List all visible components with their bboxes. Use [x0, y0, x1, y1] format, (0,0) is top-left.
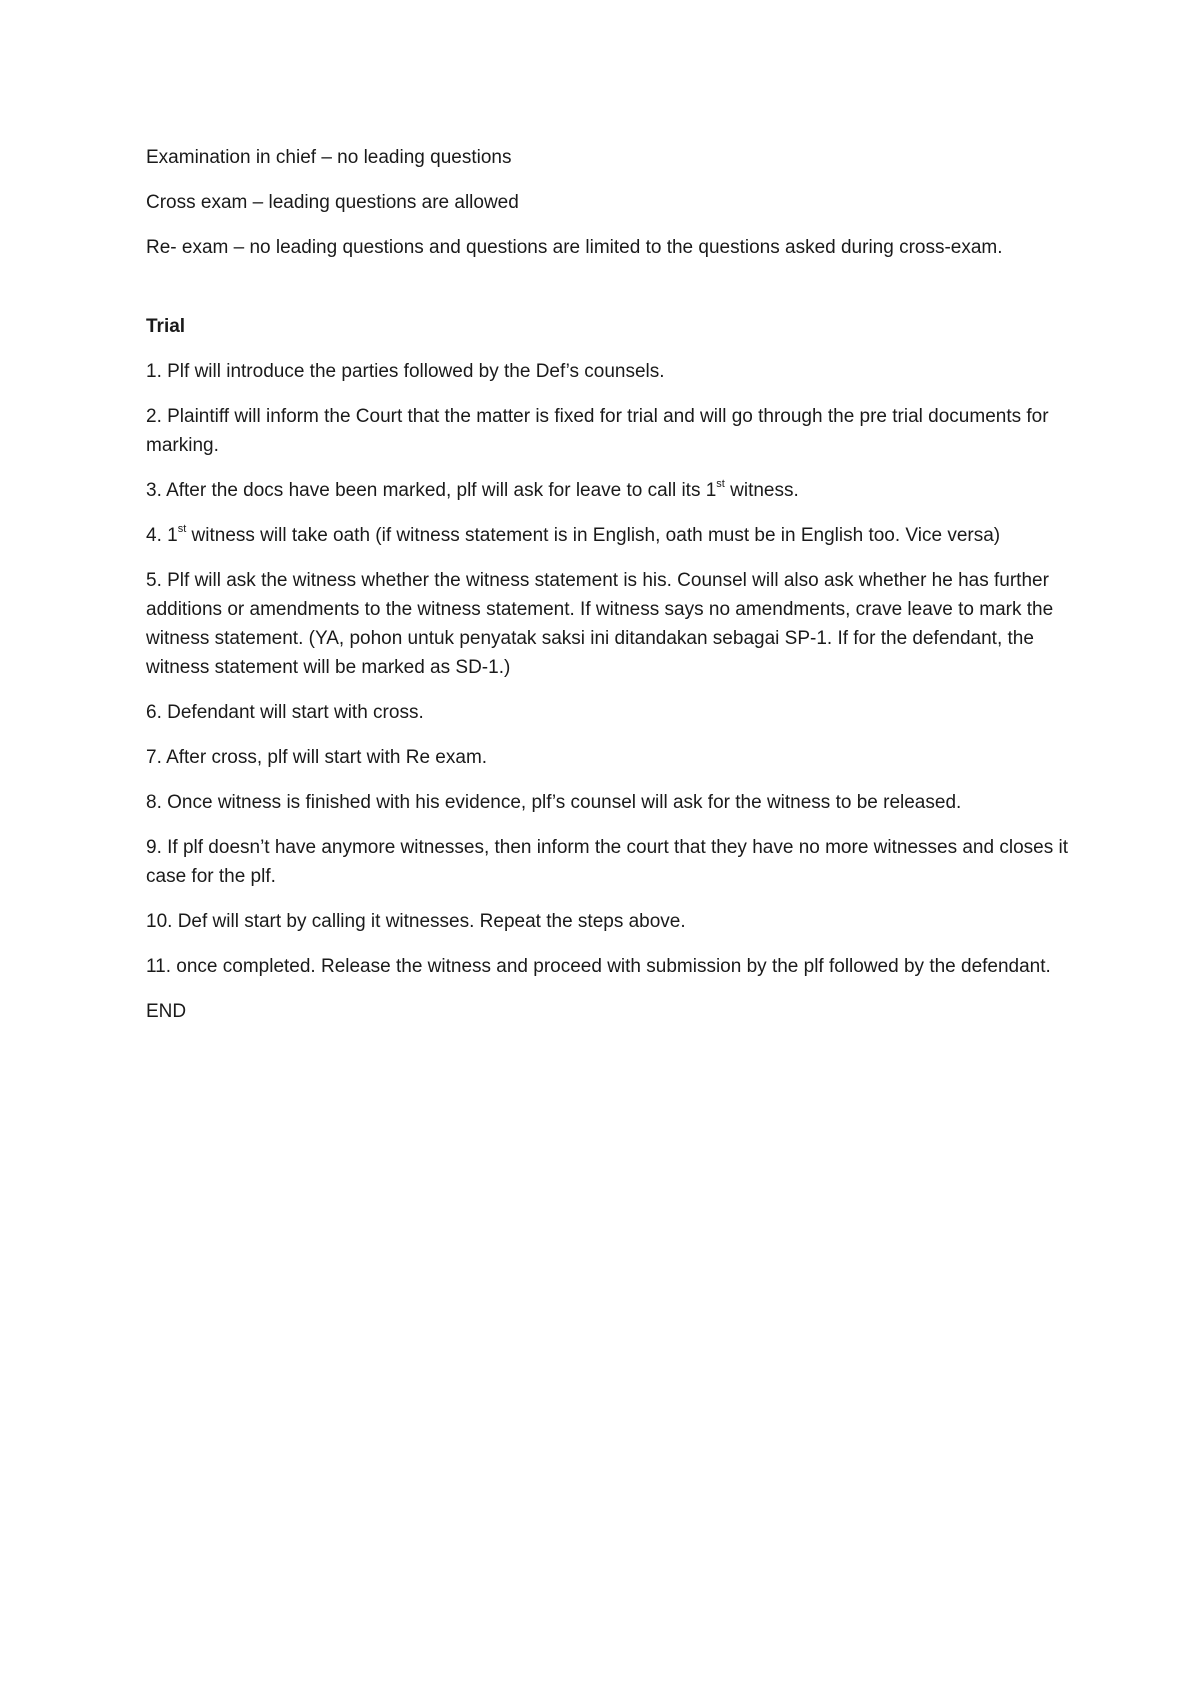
- intro-line-examination-in-chief: Examination in chief – no leading questions: [146, 147, 512, 168]
- trial-step-3: [146, 476, 1076, 505]
- trial-step-4-text: 4. 1: [146, 525, 178, 546]
- trial-step-4-text-end: witness will take oath (if witness statement is in English, oath must be in English too. Vice versa): [186, 525, 1001, 546]
- intro-section: [146, 143, 1076, 262]
- trial-step-2: 2. Plaintiff will inform the Court that the matter is fixed for trial and will go through the pre trial documents for marking.: [146, 406, 1049, 456]
- trial-step-4: [146, 521, 1076, 550]
- trial-step-3-text-end: witness.: [724, 480, 799, 501]
- trial-step-3-text: 3. After the docs have been marked, plf will ask for leave to call its 1: [146, 480, 717, 501]
- trial-heading: Trial: [146, 316, 186, 337]
- end-marker: END: [146, 1001, 187, 1022]
- trial-step-10: 10. Def will start by calling it witnesses. Repeat the steps above.: [146, 911, 686, 932]
- trial-step-11: 11. once completed. Release the witness and proceed with submission by the plf followed by the defendant.: [146, 956, 1051, 977]
- trial-step-7: 7. After cross, plf will start with Re exam.: [146, 747, 488, 768]
- trial-step-6: 6. Defendant will start with cross.: [146, 702, 424, 723]
- intro-line-cross-exam: Cross exam – leading questions are allowed: [146, 192, 519, 213]
- trial-step-3-superscript: st: [716, 477, 725, 490]
- intro-line-re-exam: Re- exam – no leading questions and questions are limited to the questions asked during cross-exam.: [146, 237, 1003, 258]
- trial-step-9: 9. If plf doesn’t have anymore witnesses, then inform the court that they have no more witnesses and closes it case for the plf.: [146, 837, 1068, 887]
- trial-steps-list: [146, 357, 1076, 981]
- trial-step-5: 5. Plf will ask the witness whether the witness statement is his. Counsel will also ask whether he has further additions or amendments to the witness statement. If witness says no amendments, crave leave to mark the witness statement. (YA, pohon untuk penyatak saksi ini ditandakan sebagai SP-1. If for the defendant, the witness statement will be marked as SD-1.): [146, 570, 1054, 678]
- trial-step-8: 8. Once witness is finished with his evidence, plf’s counsel will ask for the witness to be released.: [146, 792, 962, 813]
- trial-step-4-superscript: st: [177, 522, 187, 535]
- document-body: [146, 143, 1076, 1042]
- trial-step-1: 1. Plf will introduce the parties followed by the Def’s counsels.: [146, 361, 665, 382]
